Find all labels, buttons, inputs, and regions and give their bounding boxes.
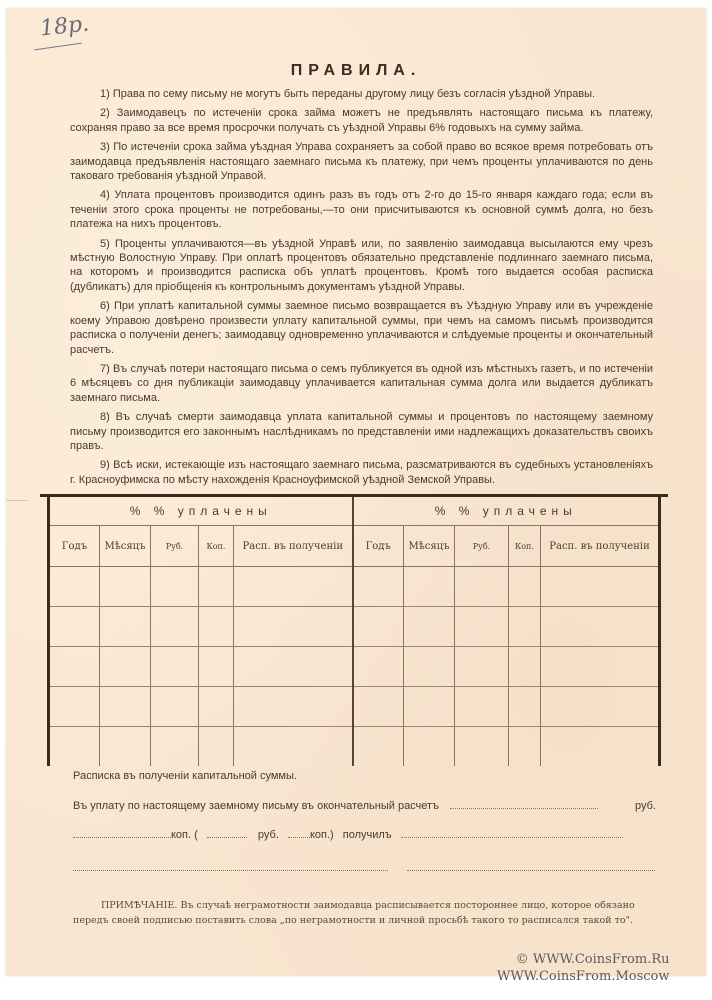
rules-list <box>70 87 653 492</box>
receipt-line-1-unit: руб. <box>635 800 656 812</box>
interest-payment-table <box>47 497 661 766</box>
col-kop: Коп. <box>199 526 234 567</box>
rule-9: 9) Всѣ иски, истекающіе изъ настоящаго заемнаго письма, разсматриваются въ судебныхъ установленіяхъ г. Красноуфимска по мѣсту нахожденія Красноуфимской уѣздной Земской Управы. <box>70 459 653 486</box>
table-cell[interactable] <box>199 647 234 687</box>
watermark <box>497 951 670 985</box>
group-header-left: % % уплачены <box>49 497 353 526</box>
rule-1: 1) Права по сему письму не могутъ быть переданы другому лицу безъ согласія уѣздной Управы. <box>100 88 596 100</box>
rule-5: 5) Проценты уплачиваются—въ уѣздной Управѣ или, по заявленію заимодавца высылаются ему чрезъ мѣстную Волостную Управу. При оплатѣ процентовъ обязательно представленіе подлиннаго заемнаго письма, на которомъ и производится расписка объ уплатѣ процентовъ. Кромѣ того выдается особая расписка (дубликатъ) для пріобщенія къ контрольнымъ документамъ уѣздной Управы. <box>70 237 653 293</box>
table-row <box>49 687 660 727</box>
table-cell[interactable] <box>541 727 660 767</box>
table-cell[interactable] <box>541 567 660 607</box>
col-month: Мѣсяцъ <box>100 526 151 567</box>
received-label: получилъ <box>342 829 392 841</box>
table-cell[interactable] <box>509 727 541 767</box>
table-row <box>49 727 660 767</box>
footnote-label: ПРИМѢЧАНІЕ. <box>101 900 178 911</box>
paper-fold <box>6 500 28 529</box>
table-cell[interactable] <box>151 687 199 727</box>
rule-8: 8) Въ случаѣ смерти заимодавца уплата капитальной суммы и процентовъ по настоящему заемному письму производится его законнымъ наслѣдникамъ по представленіи ими надлежащихъ доказательствъ своихъ правъ. <box>70 411 653 452</box>
table-cell[interactable] <box>541 607 660 647</box>
table-cell[interactable] <box>100 727 151 767</box>
table-cell[interactable] <box>541 687 660 727</box>
kop-label: коп. ( <box>171 829 198 841</box>
table-cell[interactable] <box>509 567 541 607</box>
table-cell[interactable] <box>353 567 404 607</box>
col-rub: Руб. <box>455 526 509 567</box>
watermark-line-1: © WWW.CoinsFrom.Ru <box>515 952 670 967</box>
table-row <box>49 647 660 687</box>
amount-field-kop[interactable] <box>73 837 171 838</box>
amount-field-rub[interactable] <box>450 808 598 809</box>
table-row <box>49 567 660 607</box>
table-cell[interactable] <box>100 647 151 687</box>
table-cell[interactable] <box>100 687 151 727</box>
table-cell[interactable] <box>234 687 353 727</box>
table-cell[interactable] <box>509 607 541 647</box>
table-cell[interactable] <box>404 607 455 647</box>
rule-7: 7) Въ случаѣ потери настоящаго письма о семъ публикуется въ одной изъ мѣстныхъ газетъ, и по истеченіи 6 мѣсяцевъ со дня публикаціи заимодавцу уплачивается капитальная сумма долга или выдается дубликатъ заемнаго письма. <box>70 362 653 404</box>
rule-3: 3) По истеченіи срока займа уѣздная Управа сохраняетъ за собой право во всякое время потребовать отъ заимодавца предъявленія настоящаго заемнаго письма къ платежу, при чемъ проценты уплачиваются по день таковаго требованія уѣздной Управой. <box>70 141 653 183</box>
rub-label: руб. <box>257 829 279 841</box>
table-cell[interactable] <box>199 607 234 647</box>
table-cell[interactable] <box>404 567 455 607</box>
table-cell[interactable] <box>100 567 151 607</box>
amount-field-rub-words[interactable] <box>207 837 247 838</box>
receipt-line-2 <box>73 829 656 841</box>
table-cell[interactable] <box>353 647 404 687</box>
table-row <box>49 607 660 647</box>
table-cell[interactable] <box>455 567 509 607</box>
receipt-heading: Расписка въ полученіи капитальной суммы. <box>73 770 297 782</box>
footnote <box>73 898 656 928</box>
table-cell[interactable] <box>199 727 234 767</box>
page-title: ПРАВИЛА. <box>290 62 422 79</box>
col-year: Годъ <box>353 526 404 567</box>
table-cell[interactable] <box>151 607 199 647</box>
table-cell[interactable] <box>455 647 509 687</box>
table-cell[interactable] <box>404 727 455 767</box>
table-cell[interactable] <box>455 687 509 727</box>
receipt-line-1 <box>73 800 656 812</box>
table-cell[interactable] <box>100 607 151 647</box>
group-header-right: % % уплачены <box>353 497 660 526</box>
table-cell[interactable] <box>49 567 100 607</box>
watermark-line-2: WWW.CoinsFrom.Moscow <box>497 969 670 984</box>
table-cell[interactable] <box>234 647 353 687</box>
table-cell[interactable] <box>404 687 455 727</box>
table-cell[interactable] <box>353 607 404 647</box>
table-cell[interactable] <box>151 567 199 607</box>
rule-6: 6) При уплатѣ капитальной суммы заемное письмо возвращается въ Уѣздную Управу или въ учрежденіе коему Управою довѣрено произвести уплату капитальной суммы, при чемъ на самомъ письмѣ производится расписка о полученіи денегъ; заимодавцу одновременно уплачиваются и слѣдуемые проценты и окончательный расчетъ. <box>70 300 653 356</box>
table-cell[interactable] <box>199 567 234 607</box>
footnote-text: Въ случаѣ неграмотности заимодавца расписывается постороннее лицо, которое обязано передъ своей подписью поставить слова „по неграмотности и личной просьбѣ такого то расписался такой то". <box>73 900 635 926</box>
table-cell[interactable] <box>509 687 541 727</box>
amount-field-kop-words[interactable] <box>288 837 310 838</box>
table-cell[interactable] <box>509 647 541 687</box>
pencil-price-note: 18р. <box>38 11 91 42</box>
signature-line-left[interactable] <box>73 870 388 871</box>
table-cell[interactable] <box>353 687 404 727</box>
table-cell[interactable] <box>151 647 199 687</box>
table-cell[interactable] <box>404 647 455 687</box>
receipt-line-1-text: Въ уплату по настоящему заемному письму въ окончательный расчетъ <box>73 800 439 812</box>
col-month: Мѣсяцъ <box>404 526 455 567</box>
rule-4: 4) Уплата процентовъ производится одинъ разъ въ годъ отъ 2-го до 15-го января каждаго года; если въ теченіи этого срока проценты не потребованы,—то они присчитываются къ основной суммѣ долга, но безъ платежа на нихъ процентовъ. <box>70 189 653 231</box>
table-cell[interactable] <box>151 727 199 767</box>
table-cell[interactable] <box>49 607 100 647</box>
recipient-field[interactable] <box>401 837 623 838</box>
col-rub: Руб. <box>151 526 199 567</box>
col-receipt: Расп. въ полученіи <box>234 526 353 567</box>
signature-line-right[interactable] <box>407 870 655 871</box>
table-cell[interactable] <box>199 687 234 727</box>
kop-close-label: коп.) <box>309 829 334 841</box>
table-cell[interactable] <box>234 607 353 647</box>
table-cell[interactable] <box>49 687 100 727</box>
table-cell[interactable] <box>455 727 509 767</box>
table-cell[interactable] <box>455 607 509 647</box>
rule-2: 2) Заимодавецъ по истеченіи срока займа можетъ не предъявлять настоящаго письма къ платежу, сохраняя право за все время просрочки получать съ уѣздной Управы 6% годовыхъ на сумму займа. <box>70 107 653 134</box>
col-kop: Коп. <box>509 526 541 567</box>
table-cell[interactable] <box>234 727 353 767</box>
col-year: Годъ <box>49 526 100 567</box>
table-cell[interactable] <box>541 647 660 687</box>
table-cell[interactable] <box>234 567 353 607</box>
table-cell[interactable] <box>49 647 100 687</box>
table-cell[interactable] <box>49 727 100 767</box>
col-receipt: Расп. въ полученіи <box>541 526 660 567</box>
table-cell[interactable] <box>353 727 404 767</box>
